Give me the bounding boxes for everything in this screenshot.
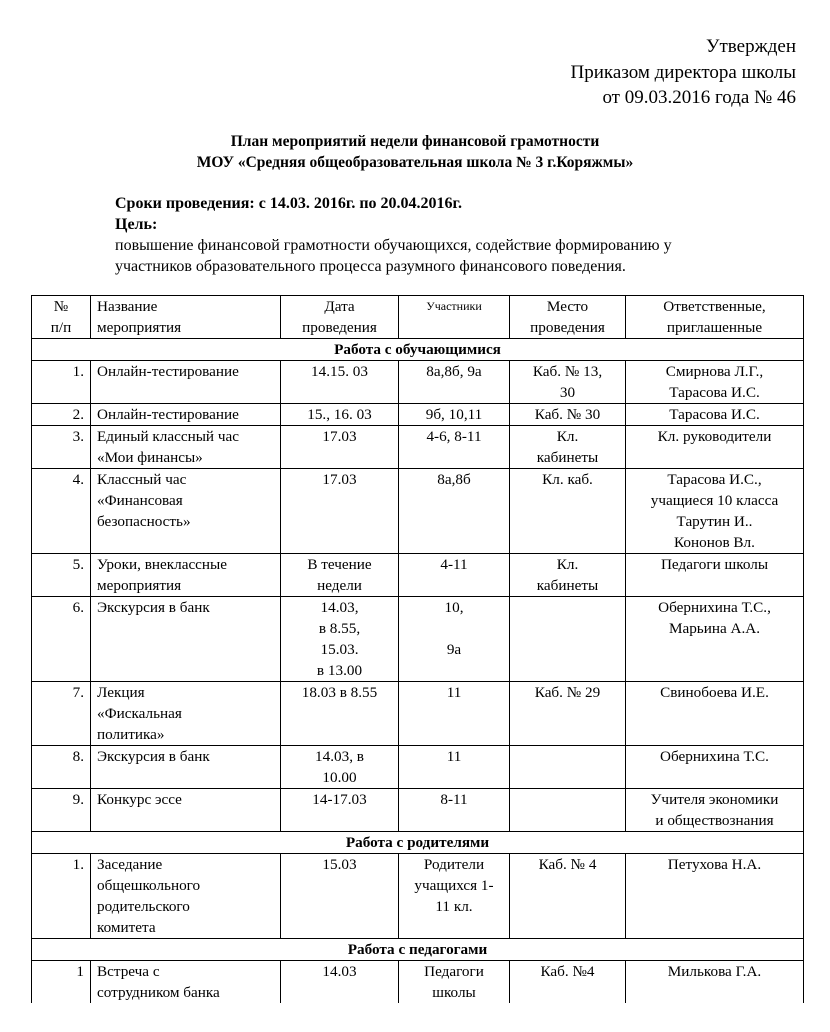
event-place-cell bbox=[510, 426, 626, 469]
event-name-line: Встреча с bbox=[97, 963, 160, 980]
event-participants-line: школы bbox=[432, 984, 476, 1001]
event-name-cell bbox=[91, 361, 281, 404]
goal-line-2: участников образовательного процесса разумного финансового поведения. bbox=[115, 258, 626, 275]
title-line-2: МОУ «Средняя общеобразовательная школа № 3 г.Коряжмы» bbox=[196, 154, 634, 171]
header-place: Место проведения bbox=[510, 296, 626, 339]
event-responsible-cell bbox=[626, 554, 804, 597]
event-responsible-cell bbox=[626, 746, 804, 789]
section-row bbox=[32, 832, 804, 854]
event-responsible-cell bbox=[626, 361, 804, 404]
row-number-cell: 6. bbox=[32, 597, 91, 682]
event-participants-cell bbox=[399, 554, 510, 597]
event-place-line: Каб. № 29 bbox=[534, 684, 601, 701]
event-place-cell bbox=[510, 961, 626, 1004]
event-responsible-line: Милькова Г.А. bbox=[667, 963, 762, 980]
event-name-cell bbox=[91, 597, 281, 682]
event-name-line: Онлайн-тестирование bbox=[97, 363, 239, 380]
event-date-cell bbox=[281, 426, 399, 469]
event-place-line: кабинеты bbox=[536, 577, 599, 594]
event-participants-cell bbox=[399, 854, 510, 939]
event-responsible-line: Учителя экономики bbox=[650, 791, 779, 808]
table-row bbox=[32, 746, 804, 789]
event-participants-line: 4-11 bbox=[440, 556, 468, 573]
event-place-cell bbox=[510, 854, 626, 939]
event-date-line: 14.15. 03 bbox=[311, 363, 368, 380]
event-responsible-line: учащиеся 10 класса bbox=[650, 492, 779, 509]
event-place-line bbox=[516, 789, 619, 810]
event-name-line: Онлайн-тестирование bbox=[97, 406, 239, 423]
event-date-line: 10.00 bbox=[322, 769, 357, 786]
event-place-line bbox=[516, 746, 619, 767]
event-place-line: Кл. bbox=[556, 556, 579, 573]
event-participants-line: 11 bbox=[446, 748, 462, 765]
event-responsible-line: Педагоги школы bbox=[660, 556, 769, 573]
header-participants: Участники bbox=[399, 296, 510, 339]
event-date-line: 14.03, в bbox=[315, 748, 364, 765]
event-name-line: Классный час bbox=[97, 471, 187, 488]
event-name-line: Конкурс эссе bbox=[97, 791, 182, 808]
table-header-row bbox=[32, 296, 804, 339]
row-number-cell: 3. bbox=[32, 426, 91, 469]
event-participants-line: 11 кл. bbox=[435, 898, 473, 915]
events-table bbox=[31, 295, 804, 1003]
event-date-line: недели bbox=[317, 577, 362, 594]
event-name-cell bbox=[91, 682, 281, 746]
event-date-line: 15.03. bbox=[320, 641, 359, 658]
event-name-line: общешкольного bbox=[97, 877, 201, 894]
terms-dates: Сроки проведения: с 14.03. 2016г. по 20.04.2016г. bbox=[115, 195, 462, 212]
event-place-line: Каб. № 4 bbox=[538, 856, 597, 873]
event-place-cell bbox=[510, 682, 626, 746]
event-participants-line: Педагоги bbox=[424, 963, 484, 980]
event-participants-cell bbox=[399, 469, 510, 554]
event-participants-line: учащихся 1- bbox=[414, 877, 494, 894]
event-name-line: комитета bbox=[97, 919, 156, 936]
table-row bbox=[32, 404, 804, 426]
event-place-line: Кл. bbox=[556, 428, 579, 445]
event-responsible-cell bbox=[626, 426, 804, 469]
event-place-line: Каб. № 30 bbox=[534, 406, 601, 423]
event-date-cell bbox=[281, 961, 399, 1004]
event-date-line: В течение bbox=[307, 556, 372, 573]
row-number-cell: 1. bbox=[32, 854, 91, 939]
event-responsible-line: и обществознания bbox=[655, 812, 774, 829]
table-row bbox=[32, 597, 804, 682]
event-responsible-line: Тарасова И.С. bbox=[669, 406, 760, 423]
row-number-cell: 9. bbox=[32, 789, 91, 832]
event-responsible-line: Петухова Н.А. bbox=[667, 856, 762, 873]
row-number-cell: 1. bbox=[32, 361, 91, 404]
event-responsible-cell bbox=[626, 682, 804, 746]
title-line-1: План мероприятий недели финансовой грамотности bbox=[230, 133, 600, 150]
event-participants-cell bbox=[399, 404, 510, 426]
table-row bbox=[32, 682, 804, 746]
event-name-line: Уроки, внеклассные bbox=[97, 556, 227, 573]
approval-line-2: Приказом директора школы bbox=[570, 61, 796, 83]
event-date-line: 14.03, bbox=[320, 599, 359, 616]
event-participants-line bbox=[405, 618, 503, 639]
section-title: Работа с родителями bbox=[32, 832, 804, 854]
event-name-cell bbox=[91, 404, 281, 426]
event-responsible-cell bbox=[626, 404, 804, 426]
event-responsible-cell bbox=[626, 469, 804, 554]
event-responsible-line: Марьина А.А. bbox=[668, 620, 761, 637]
event-date-line: в 13.00 bbox=[316, 662, 363, 679]
event-place-cell bbox=[510, 789, 626, 832]
event-date-line: 15., 16. 03 bbox=[307, 406, 372, 423]
terms-block bbox=[115, 193, 672, 277]
event-name-line: сотрудником банка bbox=[97, 984, 220, 1001]
event-name-line: родительского bbox=[97, 898, 190, 915]
event-responsible-cell bbox=[626, 789, 804, 832]
table-row bbox=[32, 469, 804, 554]
section-row bbox=[32, 339, 804, 361]
event-responsible-line: Свинобоева И.Е. bbox=[660, 684, 769, 701]
event-place-cell bbox=[510, 597, 626, 682]
table-row bbox=[32, 854, 804, 939]
event-name-cell bbox=[91, 746, 281, 789]
event-participants-line: 10, bbox=[444, 599, 464, 616]
event-name-line: «Финансовая bbox=[97, 492, 183, 509]
event-responsible-line: Кононов Вл. bbox=[674, 534, 755, 551]
event-participants-cell bbox=[399, 682, 510, 746]
event-date-cell bbox=[281, 554, 399, 597]
event-name-line: политика» bbox=[97, 726, 165, 743]
event-place-line: Каб. № 13, bbox=[532, 363, 603, 380]
event-date-cell bbox=[281, 789, 399, 832]
event-participants-line: 4-6, 8-11 bbox=[426, 428, 482, 445]
event-date-line: 18.03 в 8.55 bbox=[301, 684, 378, 701]
event-responsible-line: Тарасова И.С., bbox=[667, 471, 762, 488]
row-number-cell: 7. bbox=[32, 682, 91, 746]
row-number-cell: 2. bbox=[32, 404, 91, 426]
event-place-cell bbox=[510, 404, 626, 426]
document-title bbox=[0, 131, 830, 173]
event-name-line: «Фискальная bbox=[97, 705, 182, 722]
event-name-cell bbox=[91, 426, 281, 469]
event-participants-line: 8а,8б bbox=[437, 471, 471, 488]
event-responsible-line: Смирнова Л.Г., bbox=[665, 363, 764, 380]
goal-line-1: повышение финансовой грамотности обучающихся, содействие формированию у bbox=[115, 237, 672, 254]
event-name-line: Экскурсия в банк bbox=[97, 599, 210, 616]
event-place-cell bbox=[510, 746, 626, 789]
event-participants-line: 11 bbox=[446, 684, 462, 701]
header-num: № п/п bbox=[32, 296, 91, 339]
event-date-cell bbox=[281, 854, 399, 939]
approval-block bbox=[571, 34, 796, 111]
event-participants-cell bbox=[399, 597, 510, 682]
event-participants-cell bbox=[399, 789, 510, 832]
event-place-cell bbox=[510, 361, 626, 404]
row-number-cell: 8. bbox=[32, 746, 91, 789]
event-name-line: мероприятия bbox=[97, 577, 182, 594]
event-date-cell bbox=[281, 404, 399, 426]
event-name-cell bbox=[91, 789, 281, 832]
event-place-line: кабинеты bbox=[536, 449, 599, 466]
event-name-line: «Мои финансы» bbox=[97, 449, 203, 466]
section-row bbox=[32, 939, 804, 961]
table-row bbox=[32, 361, 804, 404]
table-row bbox=[32, 789, 804, 832]
event-name-line: безопасность» bbox=[97, 513, 191, 530]
event-participants-line: Родители bbox=[423, 856, 485, 873]
header-date: Дата проведения bbox=[281, 296, 399, 339]
event-place-line bbox=[516, 597, 619, 618]
event-participants-line: 9а bbox=[446, 641, 462, 658]
header-responsible: Ответственные, приглашенные bbox=[626, 296, 804, 339]
event-place-line: 30 bbox=[559, 384, 576, 401]
event-responsible-cell bbox=[626, 854, 804, 939]
row-number-cell: 5. bbox=[32, 554, 91, 597]
event-date-line: 14-17.03 bbox=[312, 791, 367, 808]
event-participants-line: 9б, 10,11 bbox=[425, 406, 483, 423]
event-responsible-cell bbox=[626, 597, 804, 682]
table-row bbox=[32, 961, 804, 1004]
event-date-cell bbox=[281, 682, 399, 746]
event-date-cell bbox=[281, 361, 399, 404]
event-date-line: в 8.55, bbox=[318, 620, 361, 637]
event-date-cell bbox=[281, 746, 399, 789]
approval-line-1: Утвержден bbox=[706, 36, 796, 57]
row-number-cell: 1 bbox=[32, 961, 91, 1004]
event-responsible-line: Обернихина Т.С., bbox=[658, 599, 771, 616]
event-name-line: Единый классный час bbox=[97, 428, 239, 445]
event-date-line: 17.03 bbox=[322, 471, 357, 488]
event-date-line: 15.03 bbox=[322, 856, 357, 873]
event-responsible-line: Тарасова И.С. bbox=[669, 384, 760, 401]
header-name: Название мероприятия bbox=[91, 296, 281, 339]
event-participants-cell bbox=[399, 961, 510, 1004]
section-title: Работа с обучающимися bbox=[32, 339, 804, 361]
event-participants-cell bbox=[399, 361, 510, 404]
event-name-line: Заседание bbox=[97, 856, 163, 873]
event-name-cell bbox=[91, 961, 281, 1004]
table-row bbox=[32, 554, 804, 597]
table-row bbox=[32, 426, 804, 469]
event-name-cell bbox=[91, 554, 281, 597]
event-participants-line: 8-11 bbox=[440, 791, 468, 808]
event-name-cell bbox=[91, 469, 281, 554]
event-responsible-cell bbox=[626, 961, 804, 1004]
event-place-line: Каб. №4 bbox=[540, 963, 595, 980]
event-place-cell bbox=[510, 554, 626, 597]
section-title: Работа с педагогами bbox=[32, 939, 804, 961]
event-name-line: Экскурсия в банк bbox=[97, 748, 210, 765]
event-date-cell bbox=[281, 597, 399, 682]
event-participants-cell bbox=[399, 746, 510, 789]
goal-label: Цель: bbox=[115, 216, 158, 233]
event-date-line: 14.03 bbox=[322, 963, 357, 980]
event-participants-cell bbox=[399, 426, 510, 469]
row-number-cell: 4. bbox=[32, 469, 91, 554]
event-date-cell bbox=[281, 469, 399, 554]
approval-line-3: от 09.03.2016 года № 46 bbox=[602, 87, 796, 108]
event-name-cell bbox=[91, 854, 281, 939]
event-date-line: 17.03 bbox=[322, 428, 357, 445]
event-place-cell bbox=[510, 469, 626, 554]
event-responsible-line: Кл. руководители bbox=[657, 428, 772, 445]
event-responsible-line: Обернихина Т.С. bbox=[660, 748, 769, 765]
event-responsible-line: Тарутин И.. bbox=[676, 513, 753, 530]
event-participants-line: 8а,8б, 9а bbox=[426, 363, 482, 380]
event-name-line: Лекция bbox=[97, 684, 145, 701]
event-place-line: Кл. каб. bbox=[542, 471, 593, 488]
